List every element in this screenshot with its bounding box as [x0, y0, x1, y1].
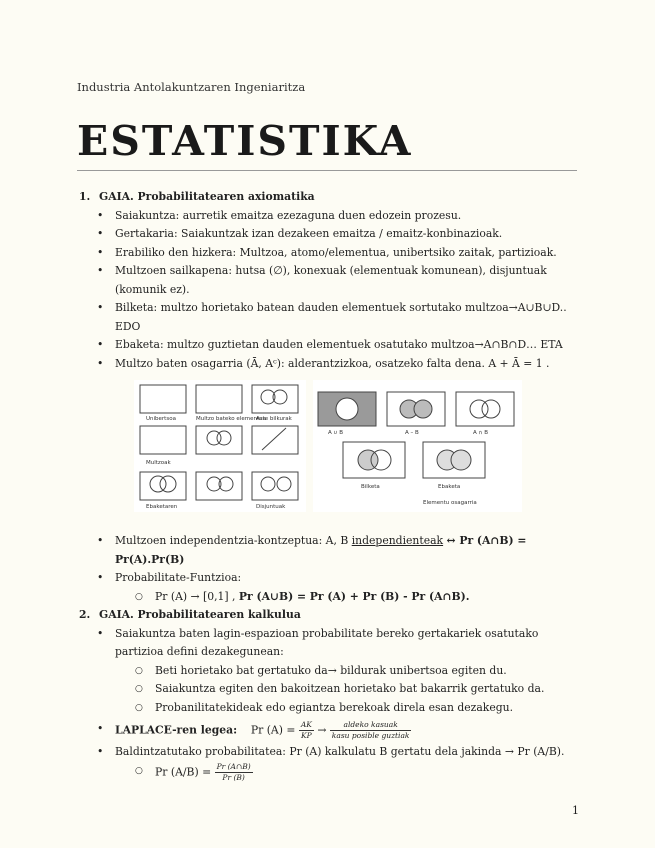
laplace-fraction [299, 720, 314, 741]
fig-label: Elementu osagarria [423, 500, 477, 506]
list-item: • Probabilitate-Funtzioa: [77, 569, 582, 588]
list-item: • Bilketa: multzo horietako batean dauden elementuek sortutako multzoa→A∪B∪D.. EDO [77, 299, 582, 336]
fig-label: Unibertsoa [146, 416, 176, 422]
document-header: Industria Antolakuntzaren Ingeniaritza [77, 80, 306, 94]
list-item: • Baldintzatutako probabilitatea: Pr (A) kalkulatu B gertatu dela jakinda → Pr (A/B). [77, 743, 582, 762]
fig-label: Aste bilkurak [256, 416, 292, 422]
page-title: ESTATISTIKA [77, 117, 413, 165]
venn-figure-left [134, 380, 306, 512]
probfunc-union-formula: Pr (A∪B) = Pr (A) + Pr (B) - Pr (A∩B). [238, 589, 470, 603]
laplace-arrow: → [317, 723, 327, 737]
independence-underlined: independienteak [351, 534, 444, 547]
page-number: 1 [572, 804, 579, 817]
list-item-laplace [77, 720, 582, 741]
laplace-denominator-words: kasu posible guztiak [331, 731, 410, 740]
fig-label: A ∩ B [473, 430, 489, 436]
independence-formula: ↔ Pr (A∩B) = Pr(A).Pr(B) [115, 534, 527, 566]
laplace-numerator: AK [300, 720, 312, 729]
sub-list-item: ○ Saiakuntza egiten den bakoitzean horietako bat bakarrik gertatuko da. [77, 680, 582, 699]
laplace-numerator-words: aldeko kasuak [330, 720, 412, 731]
fig-label: Multzoak [146, 460, 171, 466]
independence-text: Multzoen independentzia-kontzeptua: A, B [115, 534, 352, 547]
fig-label: A ∪ B [328, 430, 344, 436]
venn-diagrams-left-icon [134, 380, 306, 512]
fig-label: Bilketa [361, 484, 380, 490]
list-item: • Multzoen sailkapena: hutsa (∅), konexuak (elementuak komunean), disjuntuak (komunik ez). [77, 262, 582, 299]
list-item: • Saiakuntza baten lagin-espazioan probabilitate bereko gertakariek osatutako partizioa defini dezakegunean: [77, 625, 582, 662]
venn-figures [77, 380, 582, 522]
laplace-lhs: Pr (A) = [250, 723, 296, 737]
fig-label: Multzo bateko elementua [196, 416, 266, 422]
list-item: • Erabiliko den hizkera: Multzoa, atomo/elementua, unibertsiko zaitak, partizioak. [77, 244, 582, 263]
fig-label: Ebaketaren [146, 504, 178, 510]
conditional-lhs: Pr (A/B) = [155, 765, 212, 778]
conditional-fraction [215, 762, 253, 783]
section-1-heading [77, 188, 582, 207]
laplace-fraction-words [330, 720, 412, 741]
section-1-title: GAIA. Probabilitatearen axiomatika [99, 190, 315, 203]
list-item: • Multzo baten osagarria (Ā, Aᶜ): alderantzizkoa, osatzeko falta dena. A + Ā = 1 . [77, 355, 582, 374]
sub-list-item-conditional [77, 762, 582, 783]
list-item: • Saiakuntza: aurretik emaitza ezezaguna duen edozein prozesu. [77, 207, 582, 226]
document-body [77, 188, 582, 783]
probfunc-range: Pr (A) → [0,1] , [155, 589, 239, 603]
section-2-title: GAIA. Probabilitatearen kalkulua [99, 608, 301, 621]
venn-diagrams-right-icon [313, 380, 522, 512]
list-item: • Ebaketa: multzo guztietan dauden elementuek osatutako multzoa→A∩B∩D… ETA [77, 336, 582, 355]
conditional-denominator: Pr (B) [222, 772, 245, 782]
list-item: • Gertakaria: Saiakuntzak izan dezakeen emaitza / emaitz-konbinazioak. [77, 225, 582, 244]
sub-list-item [77, 588, 582, 607]
fig-label: Disjuntuak [256, 504, 286, 510]
list-item-independence [77, 532, 582, 569]
section-2-heading [77, 606, 582, 625]
fig-label: Ebaketa [438, 484, 461, 490]
sub-list-item: ○ Beti horietako bat gertatuko da→ bildurak unibertsoa egiten du. [77, 662, 582, 681]
title-rule [77, 170, 577, 171]
section-2-number: 2. [79, 608, 91, 621]
fig-label: A – B [405, 430, 419, 436]
laplace-denominator: KP [301, 731, 312, 740]
section-1-number: 1. [79, 190, 91, 203]
conditional-numerator: Pr (A∩B) [216, 761, 251, 771]
laplace-label: LAPLACE-ren legea: [115, 723, 238, 737]
sub-list-item: ○ Probanilitatekideak edo egiantza berekoak direla esan dezakegu. [77, 699, 582, 718]
venn-figure-right [313, 380, 522, 512]
